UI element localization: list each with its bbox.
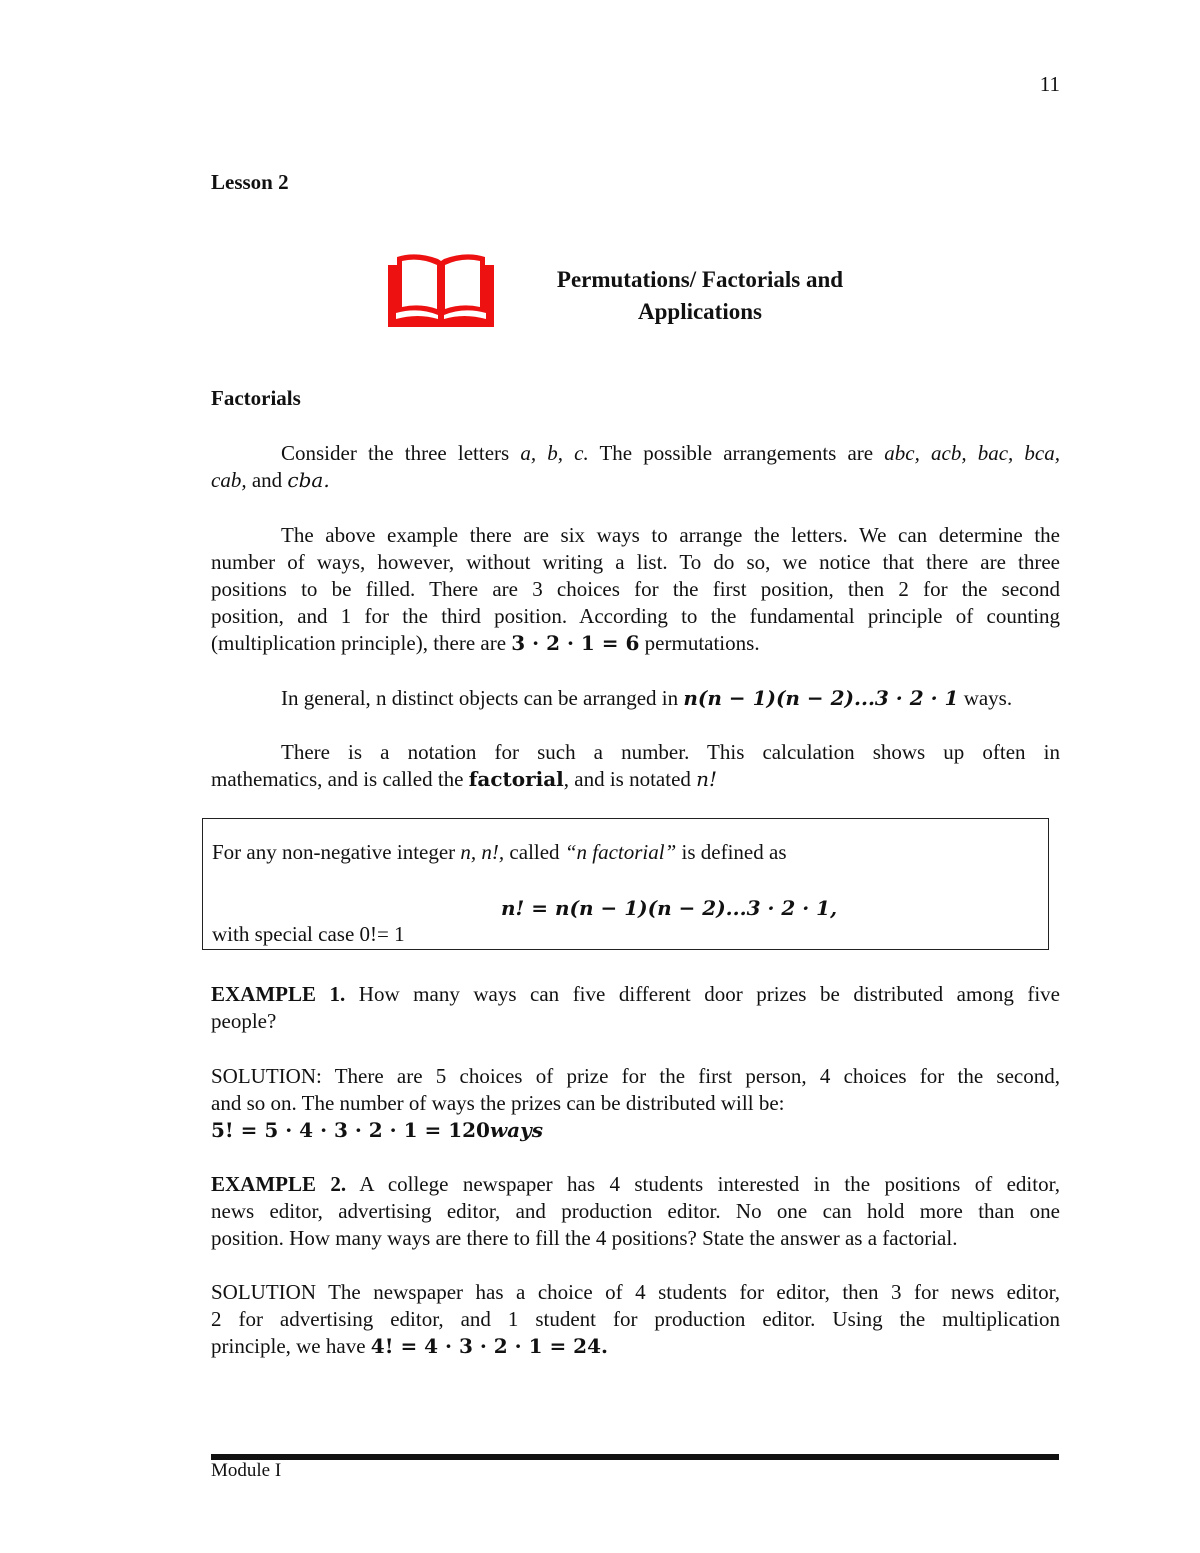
formula: n(n − 1)(n − 2)...3 · 2 · 1 bbox=[683, 686, 959, 710]
paragraph-arrangements bbox=[211, 440, 1060, 494]
definition-formula: n! = n(n − 1)(n − 2)...3 · 2 · 1, bbox=[501, 896, 838, 920]
page-number: 11 bbox=[1039, 72, 1060, 96]
paragraph-line bbox=[211, 1333, 1060, 1360]
definition-box bbox=[202, 818, 1049, 950]
paragraph-line bbox=[211, 630, 1060, 657]
paragraph-line: There is a notation for such a number. This calculation shows up often in bbox=[281, 740, 1060, 764]
paragraph-line: number of ways, however, without writing a list. To do so, we notice that there are three bbox=[211, 550, 1060, 574]
footer-label: Module I bbox=[211, 1460, 282, 1481]
section-heading: Factorials bbox=[211, 386, 301, 410]
arrangements: abc, acb, bac, bca, bbox=[884, 441, 1060, 465]
text: and bbox=[246, 468, 288, 492]
paragraph-line: SOLUTION The newspaper has a choice of 4 students for editor, then 3 for news editor, bbox=[211, 1280, 1060, 1304]
page-title bbox=[500, 264, 900, 328]
title-line-1: Permutations/ Factorials and bbox=[556, 267, 844, 292]
paragraph-line: The above example there are six ways to arrange the letters. We can determine the bbox=[281, 523, 1060, 547]
variable: n, n!, bbox=[460, 840, 505, 864]
text: Consider the three letters bbox=[281, 441, 521, 465]
text: principle, we have bbox=[211, 1334, 371, 1358]
definition-text bbox=[212, 839, 787, 866]
text: is defined as bbox=[676, 840, 787, 864]
formula: 4! = 4 · 3 · 2 · 1 = 24. bbox=[370, 1334, 608, 1358]
example-label: EXAMPLE 2. bbox=[211, 1172, 347, 1196]
paragraph-line bbox=[211, 1171, 1060, 1198]
arrangements: cab, bbox=[211, 468, 247, 492]
text: called bbox=[504, 840, 565, 864]
example-2-solution bbox=[211, 1279, 1060, 1360]
formula: 3 · 2 · 1 = 6 bbox=[511, 631, 640, 655]
text: ways. bbox=[958, 686, 1013, 710]
text: The possible arrangements are bbox=[588, 441, 885, 465]
paragraph-line: people? bbox=[211, 1009, 277, 1033]
paragraph-line bbox=[211, 981, 1060, 1008]
example-2-question bbox=[211, 1171, 1060, 1252]
paragraph-line: position, and 1 for the third position. According to the fundamental principle of counting bbox=[211, 604, 1060, 628]
paragraph-line: 2 for advertising editor, and 1 student for production editor. Using the multiplication bbox=[211, 1307, 1060, 1331]
paragraph-line: positions to be filled. There are 3 choices for the first position, then 2 for the second bbox=[211, 577, 1060, 601]
paragraph-line bbox=[211, 440, 1060, 467]
lesson-label: Lesson 2 bbox=[211, 170, 289, 194]
text: A college newspaper has 4 students interested in the positions of editor, bbox=[346, 1172, 1060, 1196]
text: In general, n distinct objects can be arranged in bbox=[281, 686, 684, 710]
paragraph-notation bbox=[211, 739, 1060, 793]
paragraph-line: news editor, advertising editor, and production editor. No one can hold more than one bbox=[211, 1199, 1060, 1223]
example-1-question bbox=[211, 981, 1060, 1035]
paragraph-line bbox=[211, 467, 1060, 494]
text: permutations. bbox=[639, 631, 760, 655]
footer-rule bbox=[211, 1454, 1059, 1460]
formula: 5! = 5 · 4 · 3 · 2 · 1 = 120 bbox=[211, 1118, 490, 1142]
paragraph-line: SOLUTION: There are 5 choices of prize for the first person, 4 choices for the second, bbox=[211, 1064, 1060, 1088]
title-line-2: Applications bbox=[638, 299, 762, 324]
text: How many ways can five different door prizes be distributed among five bbox=[345, 982, 1060, 1006]
paragraph-general bbox=[211, 685, 1060, 712]
book-icon bbox=[388, 253, 494, 327]
paragraph-line bbox=[211, 1117, 1060, 1144]
text: (multiplication principle), there are bbox=[211, 631, 512, 655]
formula: n! bbox=[696, 767, 718, 791]
paragraph-line bbox=[211, 685, 1060, 712]
quote: “n factorial” bbox=[564, 840, 677, 864]
definition-special-case: with special case 0!= 1 bbox=[212, 922, 405, 946]
paragraph-counting bbox=[211, 522, 1060, 657]
paragraph-line: and so on. The number of ways the prizes can be distributed will be: bbox=[211, 1091, 785, 1115]
formula-unit: ways bbox=[489, 1118, 544, 1142]
term-factorial: factorial bbox=[468, 767, 564, 791]
example-label: EXAMPLE 1. bbox=[211, 982, 346, 1006]
paragraph-line: position. How many ways are there to fill the 4 positions? State the answer as a factorial. bbox=[211, 1226, 958, 1250]
letters: a, b, c. bbox=[520, 441, 589, 465]
arrangements: cba. bbox=[287, 468, 330, 492]
example-1-solution bbox=[211, 1063, 1060, 1144]
text: , and is notated bbox=[563, 767, 697, 791]
text: mathematics, and is called the bbox=[211, 767, 469, 791]
text: For any non-negative integer bbox=[212, 840, 461, 864]
paragraph-line bbox=[211, 766, 1060, 793]
